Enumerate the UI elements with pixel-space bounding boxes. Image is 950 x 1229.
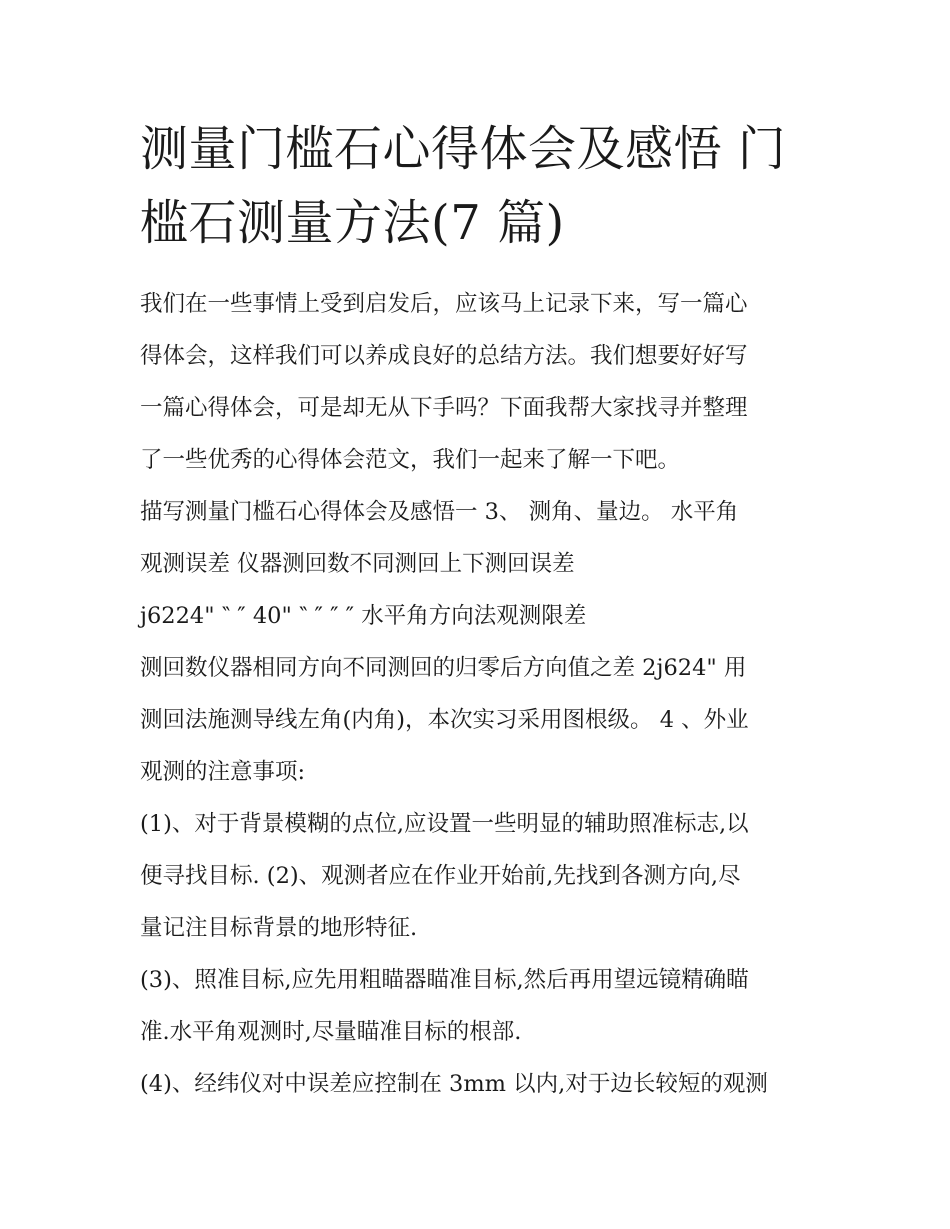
body-line: 描写测量门槛石心得体会及感悟一 3、 测角、量边。 水平角 [140,499,739,525]
document-body [140,278,830,1110]
body-line: (1)、对于背景模糊的点位,应设置一些明显的辅助照准标志,以 [140,811,749,837]
body-line: (4)、经纬仪对中误差应控制在 3mm 以内,对于边长较短的观测 [140,1071,768,1097]
body-line: 量记注目标背景的地形特征. [140,915,418,941]
body-line: 测回数仪器相同方向不同测回的归零后方向值之差 2j624" 用 [140,655,747,681]
body-line: 一篇心得体会，可是却无从下手吗？下面我帮大家找寻并整理 [140,395,748,421]
body-line: 我们在一些事情上受到启发后，应该马上记录下来，写一篇心 [140,291,748,317]
body-line: 便寻找目标. (2)、观测者应在作业开始前,先找到各测方向,尽 [140,863,741,889]
title-line-1: 测量门槛石心得体会及感悟 门 [140,121,787,177]
document-title [140,112,820,260]
body-line: 测回法施测导线左角(内角)，本次实习采用图根级。 4 、外业 [140,707,749,733]
body-line: j6224" ‶ ″ 40" ‶ ″ ″ ″ 水平角方向法观测限差 [140,603,587,629]
body-line: 观测的注意事项: [140,759,306,785]
body-line: 准.水平角观测时,尽量瞄准目标的根部. [140,1019,522,1045]
body-line: 了一些优秀的心得体会范文，我们一起来了解一下吧。 [140,447,681,473]
body-line: 得体会，这样我们可以养成良好的总结方法。我们想要好好写 [140,343,748,369]
body-line: 观测误差 仪器测回数不同测回上下测回误差 [140,551,575,577]
body-line: (3)、照准目标,应先用粗瞄器瞄准目标,然后再用望远镜精确瞄 [140,967,749,993]
title-line-2: 槛石测量方法(7 篇) [140,195,565,251]
